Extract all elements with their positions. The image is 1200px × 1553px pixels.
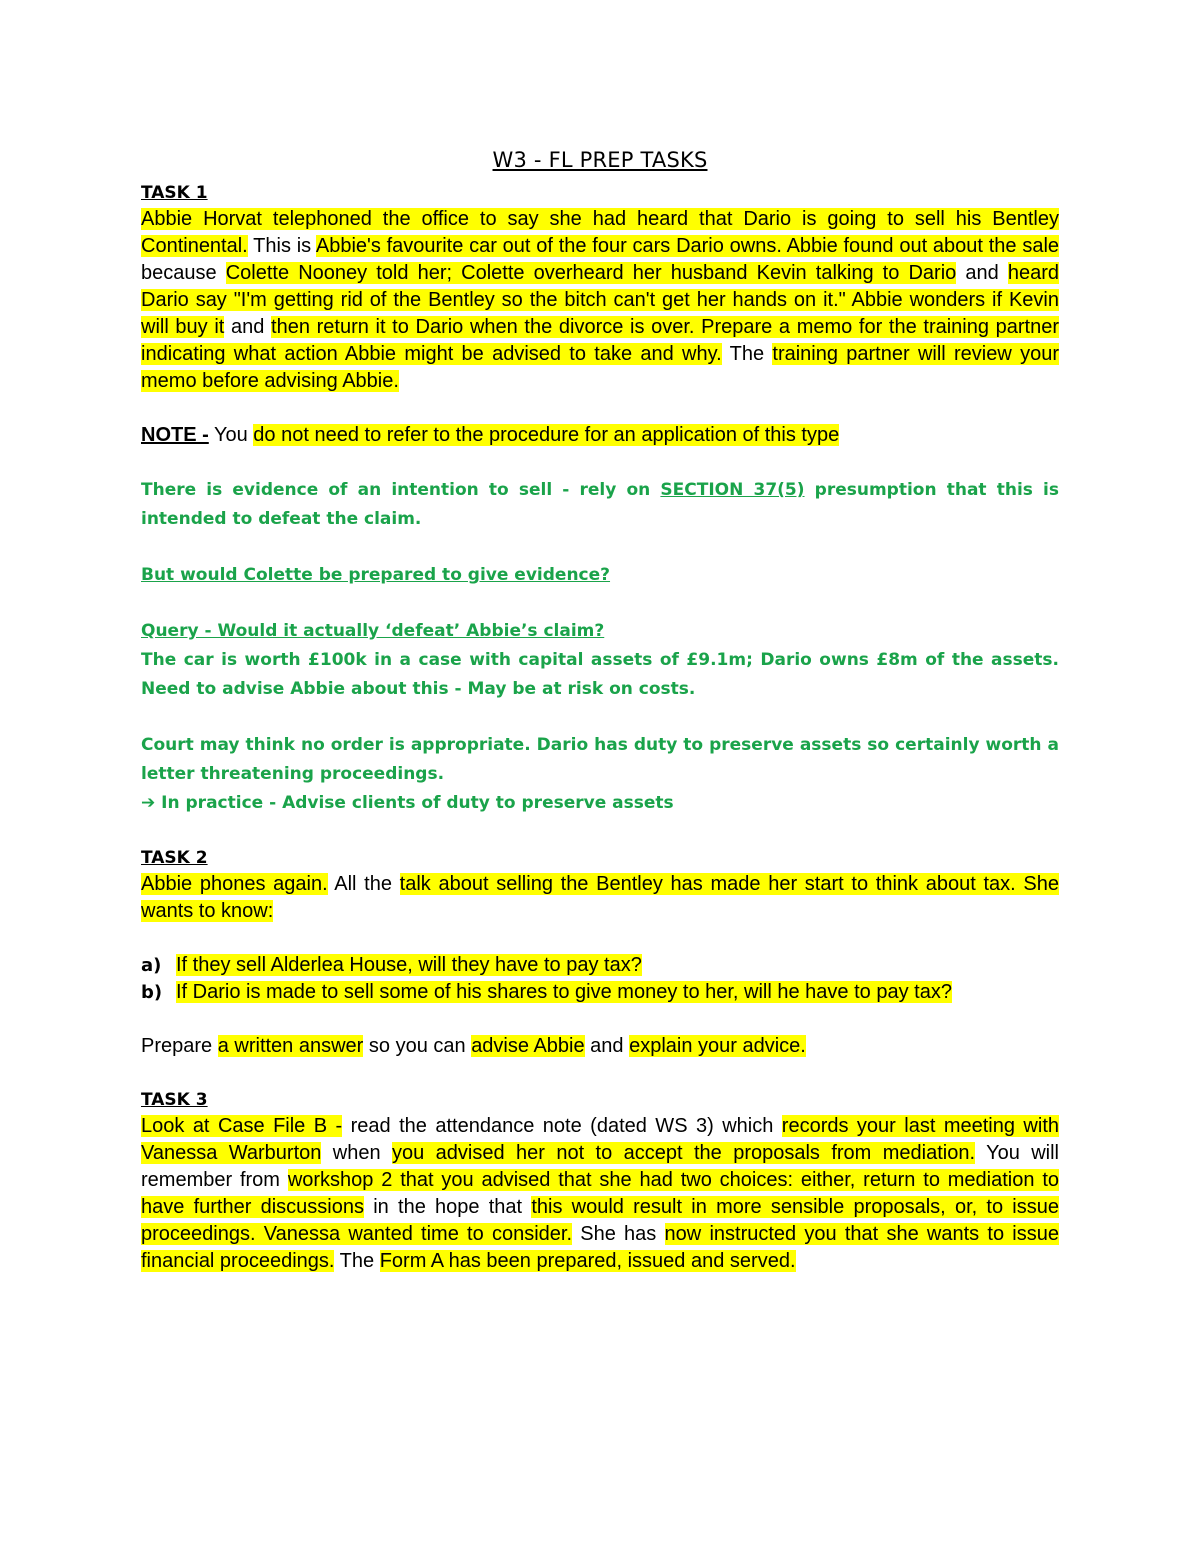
text-span: Abbie phones again. [141,873,328,895]
text-span: and [584,1035,630,1057]
text-span: You will remember from [141,1142,1059,1191]
text-span: this would result in more sensible proposals, or, to issue proceedings. Vanessa wanted time to consider. [141,1196,1059,1245]
text-span: You [208,424,254,446]
text-span: you advised her not to accept the proposals from mediation. [392,1142,976,1164]
task-2-questions [141,952,1059,1006]
task-1-section [141,180,1059,818]
text-span: The [334,1250,380,1272]
text-span: a written answer [217,1035,364,1057]
text-span: now instructed you that she wants to issue financial proceedings. [141,1223,1059,1272]
text-span: Prepare [141,1035,218,1057]
section-reference: SECTION 37(5) [660,480,805,500]
text-span: when [321,1142,393,1164]
text-span: This is [247,235,316,257]
text-span: workshop 2 that you advised that she had two choices: either, return to mediation to have further discussions [141,1169,1060,1218]
answer-colette-evidence [141,561,1059,590]
text-span: so you can [363,1035,472,1057]
text-span: advise Abbie [471,1035,585,1057]
arrow-icon: ➔ [141,793,156,813]
text-span: Abbie's favourite car out of the four cars Dario owns. Abbie found out about the sale [315,235,1060,257]
list-item [141,952,1059,979]
note-label: NOTE - [141,424,209,446]
text-span: The car is worth £100k in a case with capital assets of £9.1m; Dario owns £8m of the assets. Need to advise Abbie about this - May be at risk on costs. [141,650,1059,699]
text-span: in the hope that [364,1196,532,1218]
document-page [141,148,1059,1275]
text-span: records your last meeting with Vanessa Warburton [141,1115,1059,1164]
task-1-body [141,206,1059,395]
answer-section-37 [141,476,1059,534]
list-item [141,979,1059,1006]
task-2-intro [141,871,1059,925]
text-span: because [141,262,226,284]
task-1-heading: TASK 1 [141,183,208,203]
text-span: presumption that this is intended to defeat the claim. [141,480,1059,529]
list-item-text: If they sell Alderlea House, will they have to pay tax? [176,954,642,976]
text-span: Form A has been prepared, issued and served. [379,1250,796,1272]
text-span: heard Dario say "I'm getting rid of the Bentley so the bitch can't get her hands on it." Abbie wonders if Kevin will buy it [141,262,1059,338]
list-marker: b) [141,982,163,1003]
text-span: training partner will review your memo before advising Abbie. [141,343,1060,392]
task-2-heading: TASK 2 [141,848,208,868]
text-span: do not need to refer to the procedure for an application of this type [253,424,840,446]
text-span: and [956,262,1008,284]
document-title: W3 - FL PREP TASKS [492,148,708,172]
text-span: talk about selling the Bentley has made her start to think about tax. She wants to know: [141,873,1059,922]
text-span: read the attendance note (dated WS 3) which [342,1115,782,1137]
list-item-text: If Dario is made to sell some of his shares to give money to her, will he have to pay tax? [176,981,952,1003]
text-span: The [721,343,773,365]
text-span: then return it to Dario when the divorce is over. Prepare a memo for the training partner indicating what action Abbie might be advised to take and why. [141,316,1060,365]
text-span: Court may think no order is appropriate. Dario has duty to preserve assets so certainly worth a letter threatening proceedings. [141,735,1059,784]
text-span: Colette Nooney told her; Colette overheard her husband Kevin talking to Dario [225,262,957,284]
text-span: She has [572,1223,665,1245]
answer-court [141,731,1059,818]
task-2-prepare [141,1033,1059,1060]
list-marker: a) [141,955,162,976]
task-3-heading: TASK 3 [141,1090,208,1110]
task-2-section [141,845,1059,1060]
task-3-section [141,1087,1059,1275]
text-span: Abbie Horvat telephoned the office to say she had heard that Dario is going to sell his Bentley Continental. [141,208,1059,257]
text-span: Look at Case File B - [141,1115,343,1137]
text-span: But would Colette be prepared to give evidence? [141,565,611,585]
text-span: explain your advice. [629,1035,806,1057]
text-span: and [224,316,272,338]
task-3-body [141,1113,1059,1275]
task-1-note [141,422,1059,449]
query-heading: Query - Would it actually ‘defeat’ Abbie’s claim? [141,621,605,641]
answer-query [141,617,1059,704]
text-span: In practice - Advise clients of duty to preserve assets [155,793,674,813]
text-span: There is evidence of an intention to sell - rely on [141,480,661,500]
text-span: All the [327,873,400,895]
